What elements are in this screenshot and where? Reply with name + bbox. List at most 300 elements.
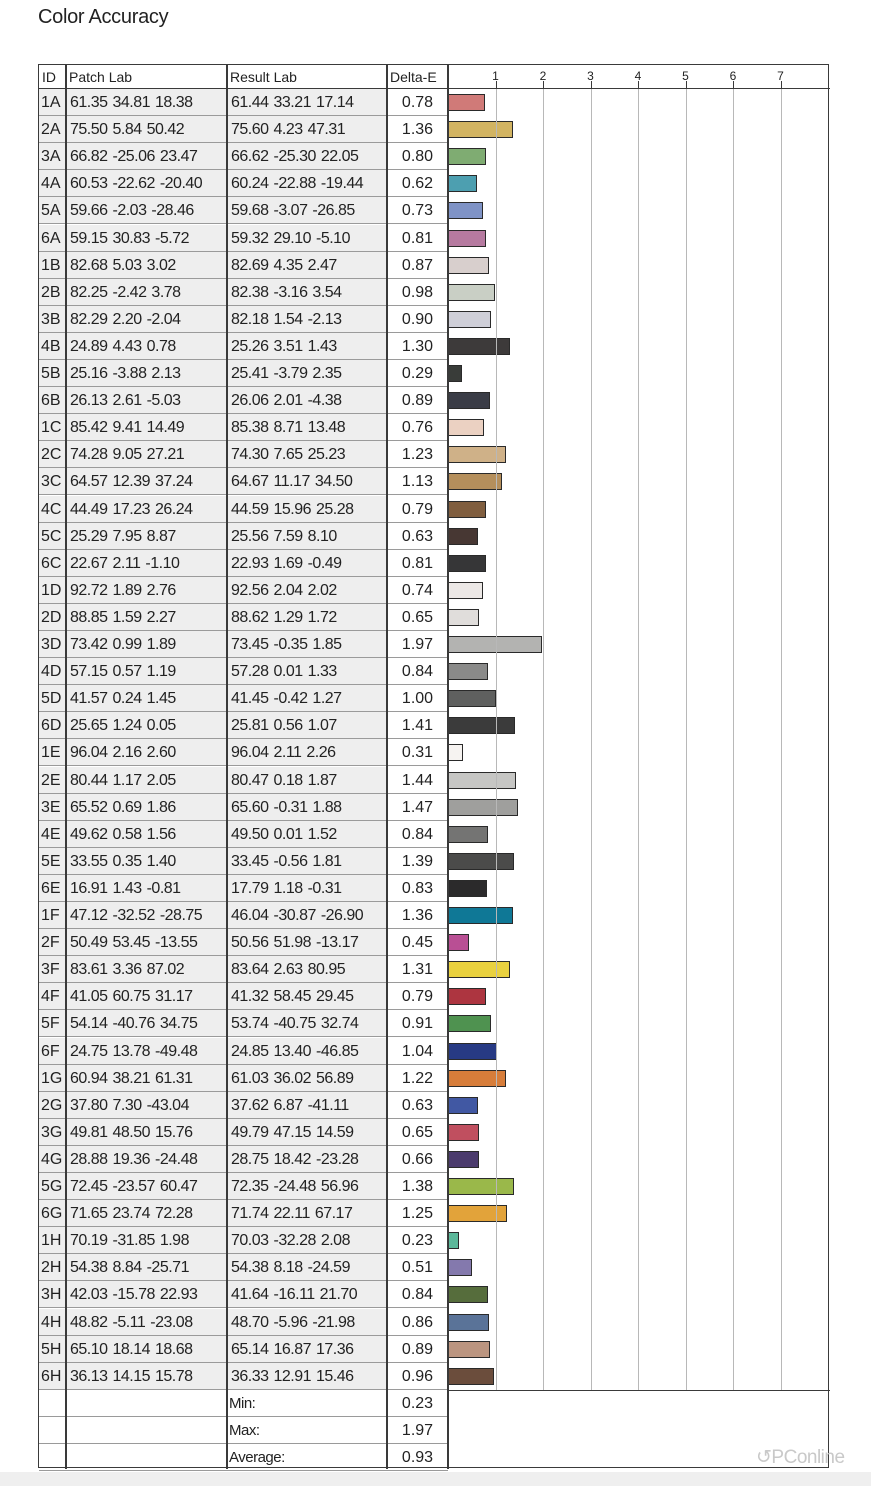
patch-lab bbox=[66, 875, 227, 902]
delta-e-bar bbox=[448, 501, 486, 518]
patch-component: 38.21 bbox=[112, 1069, 151, 1087]
delta-e-value: 1.00 bbox=[387, 685, 448, 712]
patch-component: -5.03 bbox=[146, 392, 181, 410]
result-component: 24.85 bbox=[231, 1042, 269, 1060]
result-component: 49.50 bbox=[231, 825, 269, 843]
delta-e-bar bbox=[448, 94, 485, 111]
result-component: -4.38 bbox=[307, 392, 342, 410]
result-lab bbox=[227, 116, 387, 143]
patch-component: 14.49 bbox=[146, 419, 185, 437]
result-lab bbox=[227, 902, 387, 929]
delta-e-value: 0.51 bbox=[387, 1254, 448, 1281]
result-component: -24.48 bbox=[273, 1178, 316, 1195]
delta-e-value: 1.38 bbox=[387, 1173, 448, 1200]
result-lab bbox=[227, 577, 387, 604]
result-component: 72.35 bbox=[231, 1178, 269, 1195]
patch-component: 8.84 bbox=[112, 1259, 142, 1277]
patch-component: 61.31 bbox=[155, 1069, 193, 1087]
patch-component: 0.24 bbox=[112, 690, 142, 708]
result-component: 25.41 bbox=[231, 365, 269, 382]
patch-lab bbox=[66, 1065, 227, 1092]
result-component: 22.11 bbox=[273, 1205, 310, 1223]
result-component: -21.98 bbox=[312, 1313, 355, 1331]
row-id: 2A bbox=[39, 116, 66, 143]
result-component: 1.52 bbox=[307, 825, 337, 843]
x-tick-label: 2 bbox=[539, 69, 547, 83]
result-component: 1.81 bbox=[312, 852, 342, 870]
result-component: 2.08 bbox=[320, 1232, 350, 1250]
result-component: 47.15 bbox=[273, 1123, 312, 1141]
result-component: 1.18 bbox=[273, 879, 303, 897]
delta-e-value: 0.80 bbox=[387, 143, 448, 170]
patch-component: 65.10 bbox=[70, 1340, 108, 1358]
result-lab bbox=[227, 1119, 387, 1146]
result-component: 54.38 bbox=[231, 1259, 269, 1277]
patch-component: 18.68 bbox=[155, 1340, 193, 1358]
row-id: 1B bbox=[39, 252, 66, 279]
result-lab bbox=[227, 1146, 387, 1173]
result-component: 56.96 bbox=[320, 1178, 359, 1195]
result-component: 1.29 bbox=[273, 608, 303, 626]
result-component: 41.45 bbox=[231, 690, 269, 708]
patch-component: 23.47 bbox=[159, 148, 198, 166]
patch-component: 1.24 bbox=[112, 717, 142, 735]
delta-e-value: 0.74 bbox=[387, 577, 448, 604]
row-id: 3G bbox=[39, 1119, 66, 1146]
delta-e-bar bbox=[448, 1259, 472, 1276]
row-id: 5H bbox=[39, 1336, 66, 1363]
result-lab bbox=[227, 1227, 387, 1254]
result-component: 25.26 bbox=[231, 337, 269, 355]
row-id: 5F bbox=[39, 1010, 66, 1037]
result-component: -26.85 bbox=[312, 202, 355, 220]
result-component: 17.14 bbox=[316, 94, 354, 111]
result-component: 75.60 bbox=[231, 121, 269, 139]
delta-e-bar bbox=[448, 257, 489, 274]
row-id: 4E bbox=[39, 821, 66, 848]
patch-lab bbox=[66, 577, 227, 604]
delta-e-bar bbox=[448, 717, 515, 734]
patch-component: 1.98 bbox=[159, 1232, 189, 1250]
patch-component: 41.57 bbox=[70, 690, 108, 708]
patch-component: 0.57 bbox=[112, 663, 142, 681]
delta-e-bar bbox=[448, 907, 513, 924]
delta-e-value: 0.29 bbox=[387, 360, 448, 387]
result-component: 1.07 bbox=[307, 717, 337, 735]
result-component: 1.33 bbox=[307, 663, 337, 681]
result-component: 47.31 bbox=[307, 121, 346, 139]
patch-component: 2.60 bbox=[146, 744, 176, 762]
delta-e-value: 0.90 bbox=[387, 306, 448, 333]
patch-component: 66.82 bbox=[70, 148, 108, 166]
patch-component: 70.19 bbox=[70, 1232, 108, 1250]
patch-lab bbox=[66, 143, 227, 170]
delta-e-bar bbox=[448, 365, 462, 382]
patch-component: 3.36 bbox=[112, 961, 142, 979]
patch-lab bbox=[66, 523, 227, 550]
result-lab bbox=[227, 956, 387, 983]
patch-component: 15.76 bbox=[155, 1123, 193, 1141]
delta-e-bar bbox=[448, 528, 478, 545]
result-component: 61.03 bbox=[231, 1069, 269, 1087]
delta-e-bar bbox=[448, 1151, 479, 1168]
patch-component: 3.02 bbox=[146, 256, 176, 274]
result-component: -0.56 bbox=[273, 852, 308, 870]
patch-component: 74.28 bbox=[70, 446, 108, 464]
patch-component: 96.04 bbox=[70, 744, 108, 762]
result-component: -41.11 bbox=[307, 1096, 349, 1114]
result-lab bbox=[227, 496, 387, 523]
result-component: 13.48 bbox=[307, 419, 346, 437]
patch-lab bbox=[66, 333, 227, 360]
patch-component: 59.66 bbox=[70, 202, 108, 220]
delta-e-bar bbox=[448, 202, 483, 219]
patch-component: -28.46 bbox=[151, 202, 194, 220]
result-component: 17.79 bbox=[231, 879, 269, 897]
result-component: -5.96 bbox=[273, 1313, 308, 1331]
result-component: 85.38 bbox=[231, 419, 269, 437]
result-lab bbox=[227, 1038, 387, 1065]
result-lab bbox=[227, 821, 387, 848]
result-lab bbox=[227, 252, 387, 279]
result-component: 83.64 bbox=[231, 961, 269, 979]
patch-component: 1.17 bbox=[112, 771, 142, 789]
patch-component: 7.30 bbox=[112, 1096, 142, 1114]
result-lab bbox=[227, 1173, 387, 1200]
row-id: 4H bbox=[39, 1309, 66, 1336]
patch-component: 71.65 bbox=[70, 1205, 108, 1223]
patch-component: 25.65 bbox=[70, 717, 108, 735]
patch-component: -32.52 bbox=[112, 907, 155, 924]
delta-e-bar bbox=[448, 473, 502, 490]
patch-component: 87.02 bbox=[146, 961, 185, 979]
result-lab bbox=[227, 794, 387, 821]
row-id: 6E bbox=[39, 875, 66, 902]
patch-component: -49.48 bbox=[155, 1042, 198, 1060]
result-component: 49.79 bbox=[231, 1123, 269, 1141]
patch-component: 18.14 bbox=[112, 1340, 151, 1358]
patch-lab bbox=[66, 929, 227, 956]
patch-component: 72.28 bbox=[155, 1205, 193, 1223]
delta-e-value: 0.45 bbox=[387, 929, 448, 956]
patch-component: 82.25 bbox=[70, 283, 108, 301]
delta-e-value: 0.86 bbox=[387, 1309, 448, 1336]
patch-component: 50.42 bbox=[146, 121, 185, 139]
result-component: -3.07 bbox=[273, 202, 308, 220]
delta-e-value: 1.47 bbox=[387, 794, 448, 821]
patch-component: 34.81 bbox=[112, 94, 151, 111]
result-component: 58.45 bbox=[273, 988, 312, 1006]
result-component: 1.87 bbox=[307, 771, 337, 789]
result-component: 28.75 bbox=[231, 1150, 269, 1168]
result-component: 22.05 bbox=[320, 148, 359, 166]
result-component: 3.51 bbox=[273, 337, 303, 355]
patch-component: 2.27 bbox=[146, 608, 176, 626]
delta-e-value: 1.23 bbox=[387, 441, 448, 468]
patch-component: 14.15 bbox=[112, 1367, 151, 1385]
patch-component: 80.44 bbox=[70, 771, 108, 789]
patch-lab bbox=[66, 1119, 227, 1146]
result-component: -13.17 bbox=[316, 934, 359, 952]
watermark-logo-icon: ↺ bbox=[756, 1447, 772, 1468]
result-component: 67.17 bbox=[314, 1205, 353, 1223]
row-id: 2D bbox=[39, 604, 66, 631]
patch-lab bbox=[66, 767, 227, 794]
patch-component: -2.03 bbox=[112, 202, 147, 220]
result-lab bbox=[227, 658, 387, 685]
result-component: 8.18 bbox=[273, 1259, 303, 1277]
patch-component: -22.62 bbox=[112, 175, 155, 193]
patch-lab bbox=[66, 279, 227, 306]
result-component: 60.24 bbox=[231, 175, 269, 193]
delta-e-value: 1.04 bbox=[387, 1038, 448, 1065]
patch-lab bbox=[66, 658, 227, 685]
delta-e-value: 0.63 bbox=[387, 523, 448, 550]
patch-component: 26.24 bbox=[155, 500, 193, 518]
result-component: -0.42 bbox=[273, 690, 308, 708]
result-component: 12.91 bbox=[273, 1367, 312, 1385]
patch-component: 9.05 bbox=[112, 446, 142, 464]
delta-e-value: 0.23 bbox=[387, 1227, 448, 1254]
patch-component: -2.04 bbox=[146, 310, 181, 328]
delta-e-bar bbox=[448, 988, 486, 1005]
delta-e-value: 1.97 bbox=[387, 631, 448, 658]
patch-component: 1.56 bbox=[146, 825, 176, 843]
patch-lab bbox=[66, 225, 227, 252]
result-lab bbox=[227, 441, 387, 468]
delta-e-value: 0.96 bbox=[387, 1363, 448, 1390]
result-component: -26.90 bbox=[320, 907, 364, 924]
result-component: 46.04 bbox=[231, 907, 269, 924]
patch-component: 17.23 bbox=[112, 500, 151, 518]
result-component: -0.35 bbox=[273, 636, 308, 653]
result-lab bbox=[227, 1309, 387, 1336]
row-id: 2F bbox=[39, 929, 66, 956]
row-id: 5C bbox=[39, 523, 66, 550]
result-component: 26.06 bbox=[231, 392, 269, 410]
result-component: 2.26 bbox=[306, 744, 336, 762]
summary-empty-cell bbox=[39, 1417, 66, 1444]
patch-component: 5.03 bbox=[112, 256, 142, 274]
patch-lab bbox=[66, 1227, 227, 1254]
result-component: 0.01 bbox=[273, 663, 303, 681]
result-component: 50.56 bbox=[231, 934, 269, 952]
delta-e-value: 1.44 bbox=[387, 767, 448, 794]
delta-e-bar bbox=[448, 880, 487, 897]
patch-component: 31.17 bbox=[155, 988, 193, 1006]
result-lab bbox=[227, 306, 387, 333]
patch-component: 44.49 bbox=[70, 500, 108, 518]
patch-component: 4.43 bbox=[112, 337, 142, 355]
result-lab bbox=[227, 1254, 387, 1281]
patch-component: 59.15 bbox=[70, 229, 108, 247]
patch-component: 1.59 bbox=[112, 608, 142, 626]
result-component: -16.11 bbox=[273, 1286, 315, 1304]
result-component: 14.59 bbox=[316, 1123, 354, 1141]
patch-lab bbox=[66, 821, 227, 848]
patch-component: 0.58 bbox=[112, 825, 142, 843]
patch-component: 88.85 bbox=[70, 608, 108, 626]
result-component: 1.88 bbox=[312, 798, 342, 816]
summary-label: Min: bbox=[227, 1390, 387, 1417]
row-id: 3F bbox=[39, 956, 66, 983]
result-component: -24.59 bbox=[307, 1259, 350, 1277]
patch-component: 73.42 bbox=[70, 636, 108, 653]
row-id: 2G bbox=[39, 1092, 66, 1119]
result-component: 82.69 bbox=[231, 256, 269, 274]
result-component: 51.98 bbox=[273, 934, 312, 952]
result-component: 44.59 bbox=[231, 500, 269, 518]
delta-e-value: 0.81 bbox=[387, 550, 448, 577]
result-component: 82.38 bbox=[231, 283, 269, 301]
patch-component: 2.05 bbox=[146, 771, 176, 789]
patch-lab bbox=[66, 1092, 227, 1119]
delta-e-bar bbox=[448, 1015, 491, 1032]
delta-e-bar bbox=[448, 799, 518, 816]
result-component: 0.56 bbox=[273, 717, 303, 735]
page-title: Color Accuracy bbox=[38, 6, 169, 28]
patch-component: 60.47 bbox=[159, 1178, 198, 1195]
result-component: 2.35 bbox=[312, 365, 342, 382]
header-delta-e: Delta-E bbox=[387, 65, 448, 89]
result-component: 1.27 bbox=[312, 690, 342, 708]
result-component: 22.93 bbox=[231, 554, 269, 572]
result-component: -30.87 bbox=[273, 907, 316, 924]
result-lab bbox=[227, 739, 387, 766]
delta-e-value: 0.79 bbox=[387, 496, 448, 523]
result-lab bbox=[227, 279, 387, 306]
patch-component: 48.50 bbox=[112, 1123, 151, 1141]
row-id: 4C bbox=[39, 496, 66, 523]
result-component: 61.44 bbox=[231, 94, 269, 111]
patch-lab bbox=[66, 1173, 227, 1200]
result-component: 65.14 bbox=[231, 1340, 269, 1358]
result-component: 3.54 bbox=[312, 283, 342, 301]
result-component: 8.71 bbox=[273, 419, 303, 437]
patch-lab bbox=[66, 441, 227, 468]
patch-component: -25.71 bbox=[146, 1259, 189, 1277]
delta-e-bar bbox=[448, 853, 514, 870]
result-component: 80.47 bbox=[231, 771, 269, 789]
delta-e-value: 1.41 bbox=[387, 712, 448, 739]
patch-component: -0.81 bbox=[146, 879, 181, 897]
row-id: 1G bbox=[39, 1065, 66, 1092]
row-id: 5A bbox=[39, 197, 66, 224]
result-component: 57.28 bbox=[231, 663, 269, 681]
patch-lab bbox=[66, 414, 227, 441]
result-lab bbox=[227, 685, 387, 712]
row-id: 4B bbox=[39, 333, 66, 360]
result-component: 2.47 bbox=[307, 256, 337, 274]
delta-e-value: 1.36 bbox=[387, 116, 448, 143]
patch-component: 60.53 bbox=[70, 175, 108, 193]
x-tick-label: 5 bbox=[682, 69, 689, 83]
patch-component: -43.04 bbox=[146, 1096, 189, 1114]
patch-component: 18.38 bbox=[155, 94, 193, 111]
patch-component: 24.75 bbox=[70, 1042, 108, 1060]
result-component: -5.10 bbox=[316, 229, 350, 247]
delta-e-bar bbox=[448, 961, 510, 978]
result-component: 80.95 bbox=[307, 961, 346, 979]
delta-e-value: 0.73 bbox=[387, 197, 448, 224]
x-tick-label: 1 bbox=[492, 69, 499, 83]
patch-component: -15.78 bbox=[112, 1286, 155, 1304]
delta-e-value: 0.65 bbox=[387, 604, 448, 631]
delta-e-bar bbox=[448, 1043, 497, 1060]
patch-component: 92.72 bbox=[70, 581, 108, 599]
row-id: 2E bbox=[39, 767, 66, 794]
delta-e-value: 0.81 bbox=[387, 225, 448, 252]
result-component: 41.32 bbox=[231, 988, 269, 1006]
delta-e-value: 0.65 bbox=[387, 1119, 448, 1146]
result-component: 7.65 bbox=[273, 446, 303, 464]
delta-e-value: 0.84 bbox=[387, 1281, 448, 1308]
result-component: 15.96 bbox=[273, 500, 312, 518]
patch-component: 82.68 bbox=[70, 256, 108, 274]
result-component: -46.85 bbox=[316, 1042, 359, 1060]
patch-component: 49.81 bbox=[70, 1123, 108, 1141]
result-lab bbox=[227, 1092, 387, 1119]
result-component: 21.70 bbox=[319, 1286, 358, 1304]
summary-label: Max: bbox=[227, 1417, 387, 1444]
patch-component: -25.06 bbox=[112, 148, 155, 166]
result-component: -25.30 bbox=[273, 148, 316, 166]
patch-lab bbox=[66, 604, 227, 631]
result-component: -22.88 bbox=[273, 175, 316, 193]
patch-component: 65.52 bbox=[70, 798, 108, 816]
result-lab bbox=[227, 848, 387, 875]
delta-e-value: 1.13 bbox=[387, 468, 448, 495]
patch-component: 60.75 bbox=[112, 988, 151, 1006]
result-component: 1.69 bbox=[273, 554, 303, 572]
result-lab bbox=[227, 604, 387, 631]
patch-lab bbox=[66, 1200, 227, 1227]
patch-component: -2.42 bbox=[112, 283, 147, 301]
result-component: 25.81 bbox=[231, 717, 269, 735]
result-component: 0.18 bbox=[273, 771, 303, 789]
patch-component: 27.21 bbox=[146, 446, 185, 464]
row-id: 6C bbox=[39, 550, 66, 577]
result-lab bbox=[227, 523, 387, 550]
patch-component: 36.13 bbox=[70, 1367, 108, 1385]
result-component: 70.03 bbox=[231, 1232, 269, 1250]
delta-e-bar bbox=[448, 555, 486, 572]
patch-component: 8.87 bbox=[146, 527, 176, 545]
patch-component: 9.41 bbox=[112, 419, 142, 437]
delta-e-bar bbox=[448, 1232, 459, 1249]
delta-e-bar bbox=[448, 230, 486, 247]
column-divider bbox=[226, 65, 228, 1469]
patch-component: -23.57 bbox=[112, 1178, 155, 1195]
result-component: 32.74 bbox=[320, 1015, 359, 1033]
result-component: 16.87 bbox=[273, 1340, 312, 1358]
result-component: 11.17 bbox=[273, 473, 310, 491]
patch-component: 1.89 bbox=[146, 636, 176, 653]
patch-lab bbox=[66, 848, 227, 875]
delta-e-bar bbox=[448, 1070, 506, 1087]
delta-e-value: 1.22 bbox=[387, 1065, 448, 1092]
patch-component: -40.76 bbox=[112, 1015, 155, 1033]
result-component: 88.62 bbox=[231, 608, 269, 626]
header-id: ID bbox=[39, 65, 66, 89]
delta-e-value: 0.31 bbox=[387, 739, 448, 766]
result-component: 2.63 bbox=[273, 961, 303, 979]
patch-component: -5.11 bbox=[112, 1313, 146, 1331]
result-component: 36.02 bbox=[273, 1069, 312, 1087]
result-component: 13.40 bbox=[273, 1042, 312, 1060]
color-accuracy-report bbox=[38, 64, 829, 1468]
patch-component: 54.14 bbox=[70, 1015, 108, 1033]
